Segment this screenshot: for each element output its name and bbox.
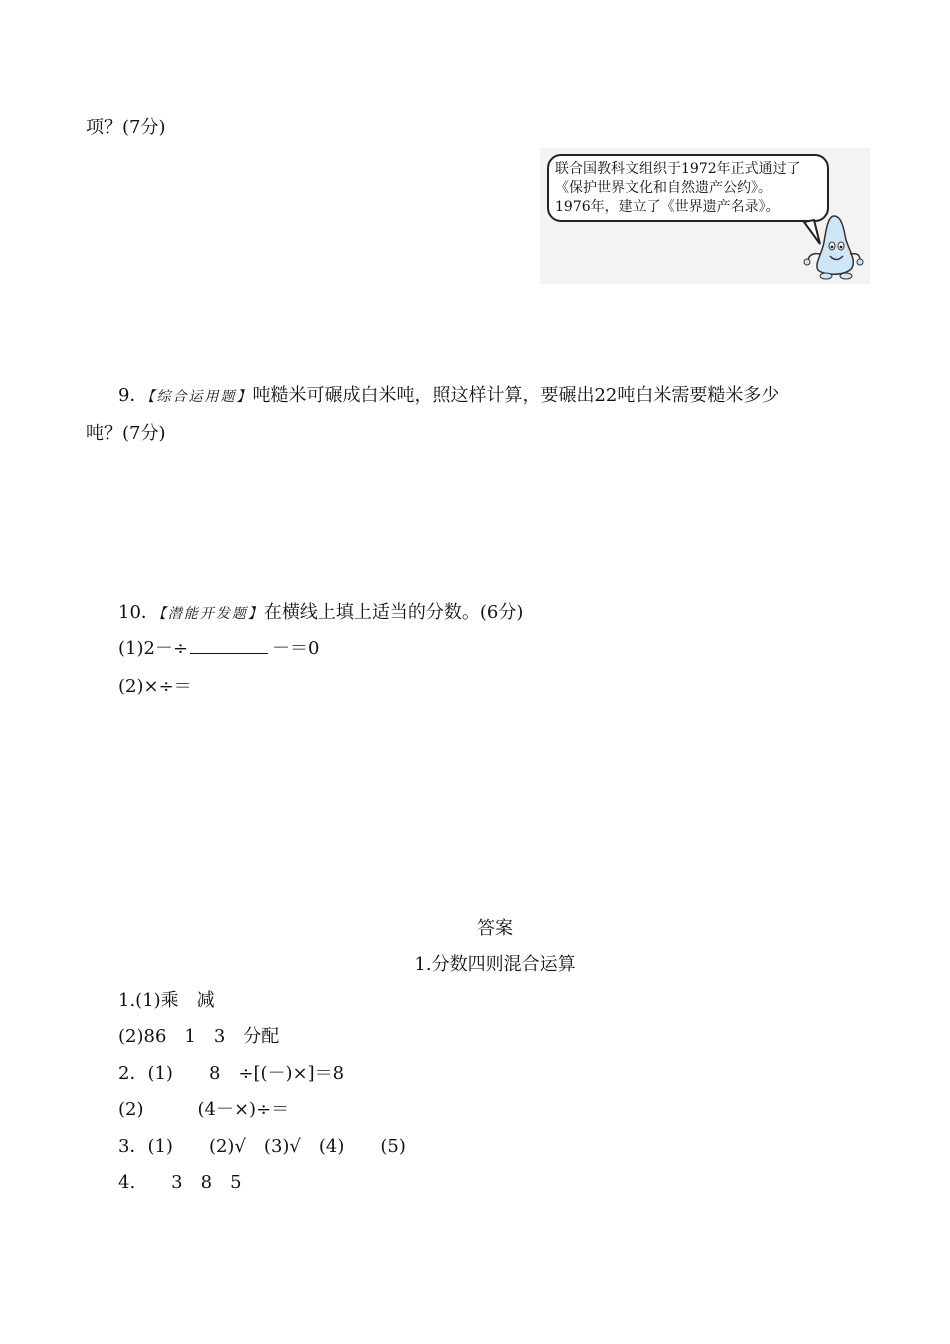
question-9-continued: 吨？(7分) <box>86 423 166 444</box>
answer-line: 4. 3 8 5 <box>118 1172 242 1193</box>
callout-line: 1976年，建立了《世界遗产名录》。 <box>555 199 780 215</box>
answers-subheading: 1.分数四则混合运算 <box>414 954 576 975</box>
question-text: 吨糙米可碾成白米吨，照这样计算，要碾出22吨白米需要糙米多少 <box>252 385 780 406</box>
callout-line: 联合国教科文组织于1972年正式通过了 <box>555 161 801 177</box>
question-10-item-2: (2)×÷＝ <box>118 676 192 697</box>
question-9 <box>118 384 779 409</box>
question-number: 9． <box>118 385 148 406</box>
question-10 <box>118 601 523 626</box>
answer-line: 2．(1) 8 ÷[(－)×]＝8 <box>118 1063 345 1084</box>
item-text: (1)2－÷ <box>118 638 189 659</box>
callout-illustration <box>540 148 870 284</box>
answer-line: 3．(1) (2)√ (3)√ (4) (5) <box>118 1136 406 1157</box>
question-8-tail: 项？(7分) <box>86 117 166 138</box>
answer-line: (2)86 1 3 分配 <box>118 1026 280 1047</box>
question-tag: 【潜能开发题】 <box>158 606 264 622</box>
answers-heading: 答案 <box>477 918 513 939</box>
question-number: 10． <box>118 602 159 623</box>
answer-line: (2) (4－×)÷＝ <box>118 1099 290 1120</box>
mascot-icon <box>790 208 866 284</box>
answer-blank[interactable] <box>190 637 268 654</box>
question-tag: 【综合运用题】 <box>147 389 253 405</box>
answer-line: 1.(1)乘 减 <box>118 990 215 1011</box>
speech-bubble <box>547 154 829 222</box>
question-10-item-1 <box>118 637 319 661</box>
item-text: －＝0 <box>272 638 320 659</box>
callout-line: 《保护世界文化和自然遗产公约》。 <box>555 180 772 196</box>
question-text: 在横线上填上适当的分数。(6分) <box>263 602 524 623</box>
